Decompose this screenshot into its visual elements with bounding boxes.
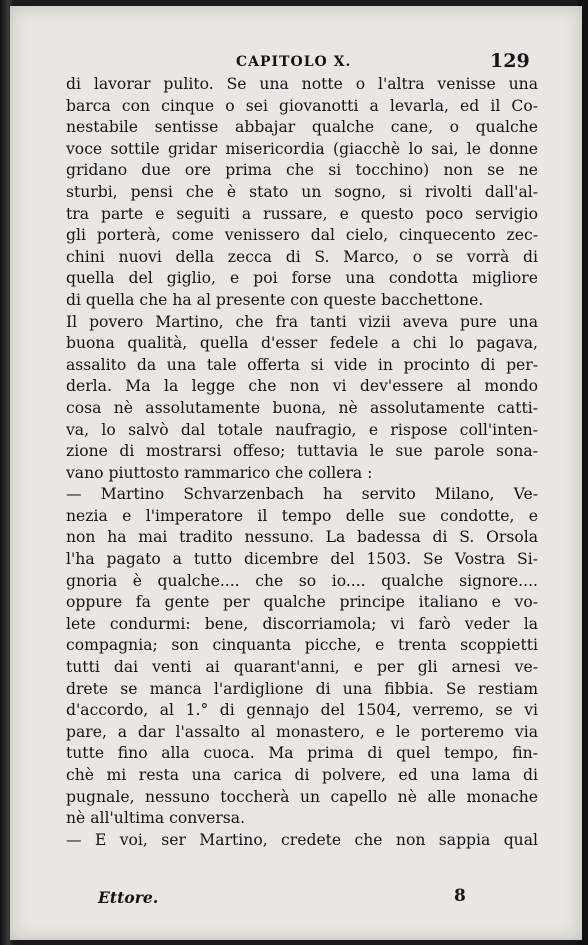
running-head: CAPITOLO X. xyxy=(236,54,352,70)
text-line: quella del giglio, e poi forse una condotta migliore xyxy=(66,269,538,288)
text-line: l'ha pagato a tutto dicembre del 1503. Se Vostra Si- xyxy=(66,550,538,569)
text-line: zione di mostrarsi offeso; tuttavia le sue parole sona- xyxy=(66,442,538,461)
text-line: gridano due ore prima che si tocchino) non se ne xyxy=(66,161,538,180)
text-line: lete condurmi: bene, discorriamola; vi farò veder la xyxy=(66,614,538,633)
text-line: voce sottile gridar misericordia (giacchè lo sai, le donne xyxy=(66,139,538,158)
text-line: derla. Ma la legge che non vi dev'essere al mondo xyxy=(66,377,538,396)
text-line: nezia e l'imperatore il tempo delle sue condotte, e xyxy=(66,506,538,525)
text-line: barca con cinque o sei giovanotti a levarla, ed il Co- xyxy=(66,96,538,115)
text-line: — E voi, ser Martino, credete che non sappia qual xyxy=(66,830,538,849)
text-line: chini nuovi della zecca di S. Marco, o se vorrà di xyxy=(66,247,538,266)
text-line: — Martino Schvarzenbach ha servito Milano, Ve- xyxy=(66,485,538,504)
text-line: buona qualità, quella d'esser fedele a chi lo pagava, xyxy=(66,334,538,353)
text-line: va, lo salvò dal totale naufragio, e rispose coll'inten- xyxy=(66,420,538,439)
text-line: drete se manca l'ardiglione di una fibbia. Se restiam xyxy=(66,679,538,698)
signature-mark: Ettore. xyxy=(98,888,159,907)
text-line: pugnale, nessuno toccherà un capello nè alle monache xyxy=(66,787,538,806)
page-number: 129 xyxy=(490,50,530,72)
text-line: cosa nè assolutamente buona, nè assolutamente catti- xyxy=(66,398,538,417)
text-line: tutti dai venti ai quarant'anni, e per gli arnesi ve- xyxy=(66,658,538,677)
text-line: non ha mai tradito nessuno. La badessa di S. Orsola xyxy=(66,528,538,547)
book-page xyxy=(10,6,582,940)
page-footer xyxy=(10,888,582,912)
text-line: gli porterà, come venissero dal cielo, cinquecento zec- xyxy=(66,226,538,245)
text-line: pare, a dar l'assalto al monastero, e le porteremo via xyxy=(66,722,538,741)
text-line: compagnia; son cinquanta picche, e trenta scoppietti xyxy=(66,636,538,655)
page-header xyxy=(10,50,582,74)
text-line: di lavorar pulito. Se una notte o l'altra venisse una xyxy=(66,75,538,93)
body-text xyxy=(66,74,538,851)
text-line: tra parte e seguiti a russare, e questo poco servigio xyxy=(66,204,538,223)
text-line: oppure fa gente per qualche principe italiano e vo- xyxy=(66,593,538,612)
text-line: Il povero Martino, che fra tanti vizii aveva pure una xyxy=(66,312,538,331)
sheet-number: 8 xyxy=(454,886,466,906)
text-line: nè all'ultima conversa. xyxy=(66,809,246,828)
text-line: nestabile sentisse abbajar qualche cane, o qualche xyxy=(66,118,538,137)
text-line: vano piuttosto rammarico che collera : xyxy=(66,463,373,482)
text-line: sturbi, pensi che è stato un sogno, si rivolti dall'al- xyxy=(66,182,538,201)
text-line: assalito da una tale offerta si vide in procinto di per- xyxy=(66,355,538,374)
text-line: gnoria è qualche.... che so io.... qualche signore.... xyxy=(66,571,538,590)
text-line: tutte fino alla cuoca. Ma prima di quel tempo, fin- xyxy=(66,744,538,763)
text-line: di quella che ha al presente con queste bacchettone. xyxy=(66,290,484,309)
text-line: chè mi resta una carica di polvere, ed una lama di xyxy=(66,766,538,784)
text-line: d'accordo, al 1.° di gennajo del 1504, verremo, se vi xyxy=(66,701,538,720)
